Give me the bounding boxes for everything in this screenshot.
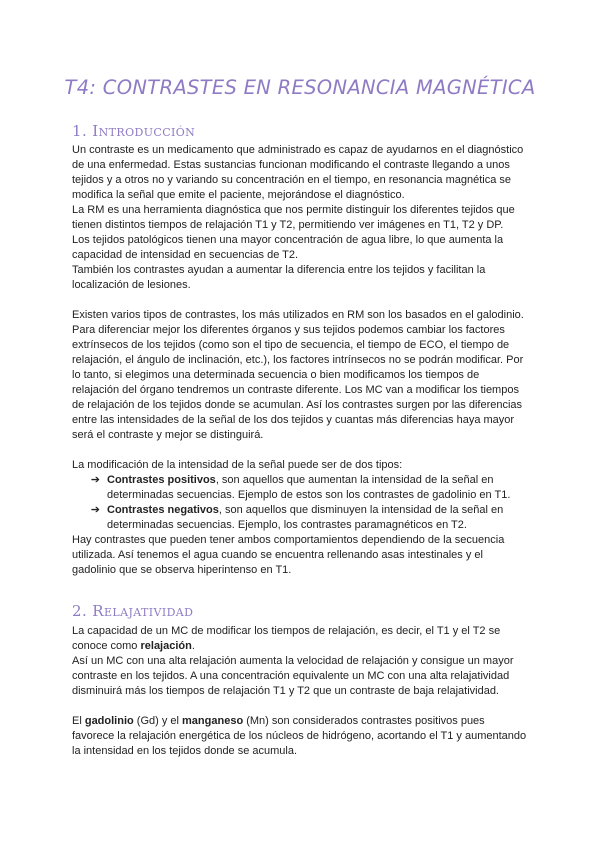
term-relajacion: relajación (140, 640, 192, 652)
paragraph: Hay contrastes que pueden tener ambos comportamientos dependiendo de la secuencia utilizada. Así tenemos el agua cuando se encuentra rellenando asas intestinales y el gadolinio que se observa hiperintenso en T1. (72, 534, 505, 576)
paragraph: La RM es una herramienta diagnóstica que nos permite distinguir los diferentes tejidos que tienen distintos tiempos de relajación T1 y T2, permitiendo ver imágenes en T1, T2 y DP. (72, 204, 515, 231)
section-body-relajatividad (72, 624, 528, 759)
paragraph-text: . (191, 640, 195, 652)
bullet-text: , son aquellos que aumentan la intensidad de la señal en determinadas secuencias. Ejemplo de estos son los contrastes de gadolinio en T1. (107, 474, 511, 501)
paragraph: Así un MC con una alta relajación aumenta la velocidad de relajación y consigue un mayor contraste en los tejidos. A una concentración equivalente un MC con una alta relajatividad disminuirá más los tiempos de relajación T1 y T2 que un contraste de baja relajatividad. (72, 655, 514, 697)
bullet-term: Contrastes negativos (107, 504, 219, 516)
arrow-bullet-icon: ➔ (90, 504, 100, 516)
section-heading-relajatividad (72, 602, 193, 620)
paragraph-text: (Gd) y el (133, 715, 183, 727)
paragraph: La modificación de la intensidad de la señal puede ser de dos tipos: (72, 459, 403, 471)
paragraph (72, 714, 528, 759)
paragraph: Los tejidos patológicos tienen una mayor concentración de agua libre, lo que aumenta la capacidad de intensidad en secuencias de T2. (72, 234, 504, 261)
bullet-text: , son aquellos que disminuyen la intensidad de la señal en determinadas secuencias. Ejemplo, los contrastes paramagnéticos en T2. (107, 504, 504, 531)
paragraph: También los contrastes ayudan a aumentar la diferencia entre los tejidos y facilitan la localización de lesiones. (72, 264, 486, 291)
arrow-bullet-icon: ➔ (90, 474, 100, 486)
section-number: 1. (72, 122, 88, 140)
section-body-introduccion (72, 143, 528, 578)
paragraph: Un contraste es un medicamento que administrado es capaz de ayudarnos en el diagnóstico de una enfermedad. Estas sustancias funcionan modificando el contraste llegando a unos tejidos y a otros no y variando su concentración en el tiempo, en resonancia magnética se modifica la señal que emite el paciente, mejorándose el diagnóstico. (72, 144, 524, 201)
section-title: Relajatividad (92, 602, 194, 620)
paragraph-text: La capacidad de un MC de modificar los tiempos de relajación, es decir, el T1 y el T2 se conoce como (72, 625, 501, 652)
list-item (72, 473, 528, 503)
paragraph: Para diferenciar mejor los diferentes órganos y sus tejidos podemos cambiar los factores extrínsecos de los tejidos (como son el tipo de secuencia, el tiempo de ECO, el tiempo de relajación, el ángulo de inclinación, etc.), los factores intrínsecos no se podrán modificar. Por lo tanto, si elegimos una determinada secuencia o bien modificamos los tiempos de relajación del órgano tendremos un contraste diferente. Los MC van a modificar los tiempos de relajación de los tejidos donde se acumulan. Así los contrastes surgen por las diferencias entre las intensidades de la señal de los dos tejidos y cuantas más diferencias haya mayor será el contraste y mejor se distinguirá. (72, 324, 524, 441)
paragraph-text: El (72, 715, 85, 727)
section-title: Introducción (92, 122, 196, 140)
paragraph (72, 624, 528, 654)
page-title: T4: CONTRASTES EN RESONANCIA MAGNÉTICA (64, 76, 536, 99)
section-heading-introduccion (72, 122, 195, 140)
paragraph: Existen varios tipos de contrastes, los más utilizados en RM son los basados en el galodinio. (72, 309, 524, 321)
paragraph-text: (Mn) son considerados contrastes positivos pues favorece la relajación energética de los núcleos de hidrógeno, acortando el T1 y aumentando la intensidad en los tejidos donde se acumula. (72, 715, 527, 757)
term-manganeso: manganeso (182, 715, 244, 727)
list-item (72, 503, 528, 533)
bullet-term: Contrastes positivos (107, 474, 216, 486)
term-gadolinio: gadolinio (84, 715, 134, 727)
section-number: 2. (72, 602, 88, 620)
